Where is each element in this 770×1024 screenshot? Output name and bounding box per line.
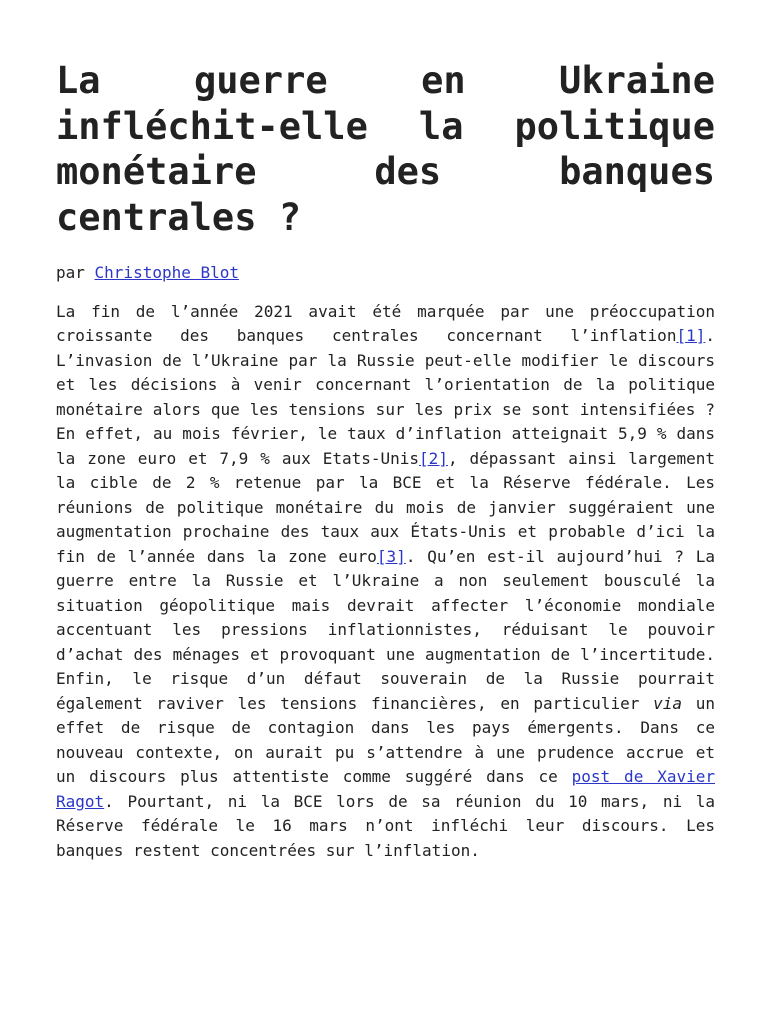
article-paragraph [56, 300, 715, 864]
footnote-link-1[interactable]: [1] [676, 326, 706, 345]
body-italic-via: via [653, 693, 682, 713]
body-text-6: . Pourtant, ni la BCE lors de sa réunion du 10 mars, ni la Réserve fédérale le 16 mars n’ont infléchi leur discours. Les banques restent concentrées sur l’inflation. [56, 791, 715, 860]
byline-prefix: par [56, 263, 95, 282]
post-link[interactable]: post de Xavier Ragot [56, 767, 715, 811]
body-text-4: . Qu’en est-il aujourd’hui ? La guerre entre la Russie et l’Ukraine a non seulement bousculé la situation géopolitique mais devrait affecter l’économie mondiale accentuant les pressions inflationnistes, réduisant le pouvoir d’achat des ménages et provoquant une augmentation de l’incertitude. Enfin, le risque d’un défaut souverain de la Russie pourrait également raviver les tensions financières, en particulier [56, 546, 715, 713]
body-text-2: . L’invasion de l’Ukraine par la Russie peut-elle modifier le discours et les décisions à venir concernant l’orientation de la politique monétaire alors que les tensions sur les prix se sont intensifiées ? En effet, au mois février, le taux d’inflation atteignait 5,9 % dans la zone euro et 7,9 % aux Etats-Unis [56, 326, 715, 468]
body-text-1: La fin de l’année 2021 avait été marquée par une préoccupation croissante des banques centrales concernant l’inflation [56, 301, 715, 345]
byline [56, 261, 715, 286]
body-text-5: un effet de risque de contagion dans les pays émergents. Dans ce nouveau contexte, on aurait pu s’attendre à une prudence accrue et un discours plus attentiste comme suggéré dans ce [56, 693, 715, 786]
footnote-link-3[interactable]: [3] [376, 546, 406, 566]
author-link[interactable]: Christophe Blot [94, 263, 240, 282]
article-title: La guerre en Ukraine infléchit-elle la politique monétaire des banques centrales ? [56, 59, 715, 239]
article [56, 58, 715, 879]
body-text-3: , dépassant ainsi largement la cible de 2 % retenue par la BCE et la Réserve fédérale. Les réunions de politique monétaire du mois de janvier suggéraient une augmentation prochaine des taux aux États-Unis et probable d’ici la fin de l’année dans la zone euro [56, 448, 716, 566]
footnote-link-2[interactable]: [2] [419, 448, 448, 468]
